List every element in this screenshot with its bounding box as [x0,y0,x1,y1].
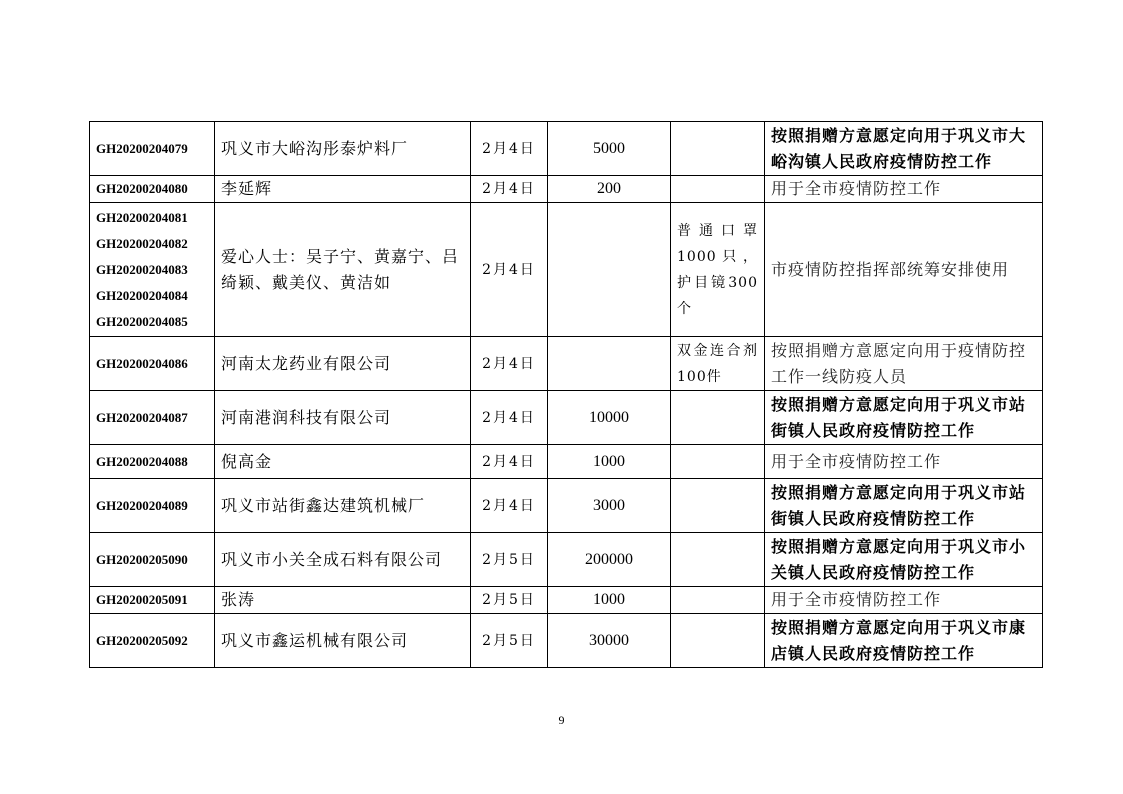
donation-code: GH20200205092 [96,632,188,648]
donated-goods [671,479,765,533]
donation-usage: 按照捐赠方意愿定向用于疫情防控工作一线防疫人员 [765,337,1043,391]
donor-name: 河南太龙药业有限公司 [215,337,471,391]
table-row [90,122,1043,176]
donor-name: 巩义市鑫运机械有限公司 [215,614,471,668]
donated-goods [671,391,765,445]
donation-code-cell [90,479,215,533]
table-row [90,445,1043,479]
donation-code-cell [90,445,215,479]
donation-amount: 1000 [548,587,671,614]
donated-goods: 普通口罩1000只，护目镜300个 [671,203,765,337]
donation-code-cell [90,176,215,203]
donation-usage: 按照捐赠方意愿定向用于巩义市小关镇人民政府疫情防控工作 [765,533,1043,587]
donation-code-cell [90,337,215,391]
donor-name: 倪高金 [215,445,471,479]
donation-usage: 市疫情防控指挥部统筹安排使用 [765,203,1043,337]
donation-code: GH20200204083 [96,261,188,277]
donation-amount: 10000 [548,391,671,445]
donation-code: GH20200204086 [96,355,188,371]
donated-goods [671,533,765,587]
donated-goods [671,614,765,668]
donation-code: GH20200204089 [96,497,188,513]
donation-amount: 5000 [548,122,671,176]
donation-amount: 200000 [548,533,671,587]
donation-table-container [89,121,1042,668]
donation-date: 2月5日 [471,587,548,614]
donation-code-cell [90,203,215,337]
donation-usage: 按照捐赠方意愿定向用于巩义市站街镇人民政府疫情防控工作 [765,479,1043,533]
donation-code: GH20200204080 [96,181,188,196]
donation-date: 2月4日 [471,391,548,445]
donation-date: 2月4日 [471,479,548,533]
donation-code-cell [90,587,215,614]
donation-code-cell [90,122,215,176]
donation-code: GH20200204088 [96,453,188,469]
table-row [90,533,1043,587]
table-row [90,391,1043,445]
donation-usage: 用于全市疫情防控工作 [765,445,1043,479]
table-row [90,337,1043,391]
donation-amount [548,203,671,337]
donation-date: 2月4日 [471,445,548,479]
donation-usage: 按照捐赠方意愿定向用于巩义市站街镇人民政府疫情防控工作 [765,391,1043,445]
donation-amount: 200 [548,176,671,203]
donation-date: 2月4日 [471,337,548,391]
donor-name: 李延辉 [215,176,471,203]
donation-table-body [90,122,1043,668]
donation-amount: 1000 [548,445,671,479]
table-row [90,479,1043,533]
donation-date: 2月4日 [471,203,548,337]
donor-name: 河南港润科技有限公司 [215,391,471,445]
table-row [90,587,1043,614]
donation-code: GH20200204085 [96,313,188,329]
donation-usage: 用于全市疫情防控工作 [765,587,1043,614]
donation-code: GH20200205091 [96,592,188,607]
donor-name: 张涛 [215,587,471,614]
table-row [90,203,1043,337]
donor-name: 巩义市小关全成石料有限公司 [215,533,471,587]
donation-date: 2月4日 [471,176,548,203]
donation-usage: 按照捐赠方意愿定向用于巩义市大峪沟镇人民政府疫情防控工作 [765,122,1043,176]
donation-usage: 按照捐赠方意愿定向用于巩义市康店镇人民政府疫情防控工作 [765,614,1043,668]
donated-goods: 双金连合剂100件 [671,337,765,391]
donation-table [89,121,1043,668]
donation-amount [548,337,671,391]
donation-code: GH20200204081 [96,209,188,225]
donation-code-cell [90,614,215,668]
donor-name: 巩义市大峪沟彤泰炉料厂 [215,122,471,176]
donation-code-cell [90,391,215,445]
donor-name: 爱心人士：吴子宁、黄嘉宁、吕绮颖、戴美仪、黄洁如 [215,203,471,337]
donation-code: GH20200205090 [96,551,188,567]
donation-date: 2月4日 [471,122,548,176]
donation-date: 2月5日 [471,533,548,587]
donation-usage: 用于全市疫情防控工作 [765,176,1043,203]
donation-amount: 3000 [548,479,671,533]
donation-date: 2月5日 [471,614,548,668]
donation-amount: 30000 [548,614,671,668]
donation-code: GH20200204079 [96,140,188,156]
donation-code: GH20200204082 [96,235,188,251]
donated-goods [671,122,765,176]
page-number: 9 [558,713,565,727]
table-row [90,614,1043,668]
donation-code: GH20200204087 [96,409,188,425]
table-row [90,176,1043,203]
donated-goods [671,587,765,614]
donation-code-cell [90,533,215,587]
donated-goods [671,176,765,203]
donation-code: GH20200204084 [96,287,188,303]
donor-name: 巩义市站街鑫达建筑机械厂 [215,479,471,533]
donated-goods [671,445,765,479]
